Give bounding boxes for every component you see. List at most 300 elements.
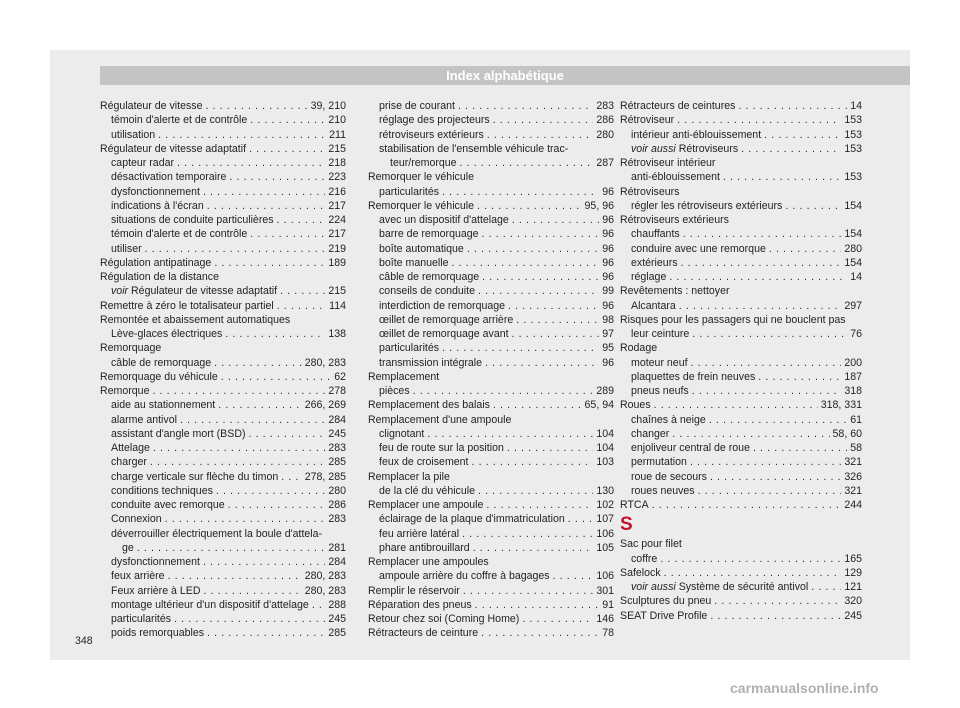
- page-reference: 61: [850, 413, 862, 426]
- dot-leader: [485, 356, 599, 370]
- index-subentry: [368, 569, 614, 583]
- dot-leader: [723, 170, 841, 184]
- entry-label: Rétroviseurs: [620, 185, 680, 198]
- page-reference: 97: [602, 328, 614, 340]
- entry-label: Revêtements : nettoyer: [620, 285, 730, 298]
- entry-label: charge verticale sur flèche du timon: [111, 470, 279, 483]
- entry-label: boîte manuelle: [379, 256, 449, 269]
- dot-leader: [811, 580, 841, 594]
- entry-label: Régulateur de vitesse adaptatif: [100, 142, 247, 155]
- entry-text: [631, 299, 676, 313]
- see-reference: voir aussi: [631, 142, 676, 155]
- dot-leader: [710, 609, 841, 623]
- index-entry: [620, 566, 862, 580]
- page-reference: 95, 96: [584, 199, 614, 212]
- entry-text: [390, 156, 457, 170]
- entry-label: changer: [631, 427, 670, 440]
- entry-text: [620, 284, 730, 298]
- dot-leader: [709, 413, 847, 427]
- page-reference: 283: [596, 100, 614, 112]
- dot-leader: [512, 213, 599, 227]
- dot-leader: [462, 527, 593, 541]
- index-subentry: [368, 427, 614, 441]
- entry-text: [631, 327, 689, 341]
- page-reference: 245: [844, 609, 862, 622]
- entry-label: rétroviseurs extérieurs: [379, 128, 484, 141]
- page-reference: 286: [328, 499, 346, 511]
- page-reference: 14: [850, 271, 862, 283]
- entry-label: réglage: [631, 271, 667, 283]
- entry-text: [631, 427, 669, 441]
- entry-text: [620, 609, 707, 623]
- index-subentry: [368, 441, 614, 455]
- dot-leader: [427, 427, 593, 441]
- entry-text: [631, 256, 678, 270]
- entry-text: [379, 227, 479, 241]
- dot-leader: [221, 370, 331, 384]
- dot-leader: [512, 327, 600, 341]
- page-reference: 284: [328, 413, 346, 426]
- entry-label: conduire avec une remorque: [631, 242, 766, 255]
- dot-leader: [714, 594, 841, 608]
- index-subentry: [620, 470, 862, 484]
- index-subentry: [100, 327, 346, 341]
- entry-label: Safelock: [620, 566, 661, 579]
- entry-label: témoin d'alerte et de contrôle: [111, 228, 248, 241]
- index-subentry: [368, 384, 614, 398]
- page-reference: 223: [328, 171, 346, 184]
- page-reference: 154: [844, 228, 862, 241]
- page-reference: 106: [596, 527, 614, 540]
- dot-leader: [481, 626, 599, 640]
- index-entry: [368, 170, 614, 184]
- entry-text: [100, 299, 274, 313]
- entry-text: [631, 441, 750, 455]
- entry-text: [111, 413, 177, 427]
- entry-text: [631, 227, 680, 241]
- entry-text: [111, 598, 309, 612]
- dot-leader: [692, 327, 847, 341]
- dot-leader: [152, 384, 325, 398]
- dot-leader: [692, 384, 842, 398]
- entry-label: Remontée et abaissement automatiques: [100, 313, 291, 326]
- dot-leader: [486, 498, 593, 512]
- dot-leader: [250, 227, 325, 241]
- entry-label: œillet de remorquage avant: [379, 328, 509, 340]
- dot-leader: [249, 142, 325, 156]
- page-reference: 217: [328, 228, 346, 241]
- index-subentry: [368, 327, 614, 341]
- entry-text: [111, 527, 322, 541]
- page-reference: 280: [596, 128, 614, 141]
- entry-label: enjoliveur central de roue: [631, 442, 750, 454]
- entry-text: [111, 113, 247, 127]
- entry-text: [620, 341, 657, 355]
- page-reference: 76: [850, 328, 862, 340]
- index-subentry: [100, 498, 346, 512]
- entry-label: Remorquer le véhicule: [368, 199, 474, 212]
- entry-text: [368, 199, 474, 213]
- page-reference: 91: [602, 598, 614, 611]
- entry-text: [368, 470, 450, 484]
- index-subentry: [368, 99, 614, 113]
- dot-leader: [478, 284, 599, 298]
- entry-label: de la clé du véhicule: [379, 484, 475, 497]
- index-subentry: [100, 113, 346, 127]
- dot-leader: [203, 185, 325, 199]
- index-entry: [620, 537, 862, 551]
- see-reference: voir aussi: [631, 581, 676, 593]
- entry-label: chaînes à neige: [631, 413, 706, 426]
- dot-leader: [216, 484, 325, 498]
- page-reference: 280: [328, 484, 346, 497]
- index-entry: [368, 555, 614, 569]
- page-reference: 318: [844, 385, 862, 397]
- entry-text: [100, 341, 161, 355]
- page-reference: 280: [844, 242, 862, 255]
- entry-label: anti-éblouissement: [631, 171, 720, 184]
- entry-text: [100, 370, 218, 384]
- index-subentry: [368, 270, 614, 284]
- index-subentry: [100, 555, 346, 569]
- entry-label: Rétroviseur intérieur: [620, 157, 716, 169]
- index-subentry: [100, 541, 346, 555]
- index-subentry: [100, 427, 346, 441]
- entry-text: [368, 170, 474, 184]
- entry-label: Connexion: [111, 513, 162, 526]
- entry-text: [620, 594, 711, 608]
- entry-label: Feux arrière à LED: [111, 584, 201, 597]
- index-subentry: [368, 213, 614, 227]
- entry-text: [631, 470, 707, 484]
- entry-label: Lève-glaces électriques: [111, 328, 223, 340]
- index-subentry: [368, 227, 614, 241]
- index-column-3: [620, 99, 862, 623]
- entry-label: avec un dispositif d'attelage: [379, 214, 509, 226]
- entry-text: [379, 284, 475, 298]
- entry-text: [111, 441, 150, 455]
- index-subentry: [620, 384, 862, 398]
- index-entry: [620, 498, 862, 512]
- entry-text: [379, 441, 504, 455]
- index-subentry: [368, 142, 614, 156]
- page-reference: 289: [596, 385, 614, 397]
- page-number: 348: [75, 635, 93, 647]
- index-subentry: [620, 413, 862, 427]
- dot-leader: [516, 313, 599, 327]
- index-subentry: [100, 213, 346, 227]
- entry-text: [620, 398, 651, 412]
- entry-text: [379, 185, 439, 199]
- entry-text: [100, 270, 219, 284]
- entry-text: [100, 142, 246, 156]
- section-letter: S: [620, 514, 633, 536]
- entry-text: [368, 612, 519, 626]
- entry-label: Sculptures du pneu: [620, 595, 712, 608]
- dot-leader: [165, 512, 326, 526]
- dot-leader: [460, 156, 594, 170]
- page-reference: 187: [844, 370, 862, 383]
- page-reference: 58: [850, 442, 862, 454]
- page-reference: 121: [844, 581, 862, 593]
- entry-label: régler les rétroviseurs extérieurs: [631, 199, 783, 212]
- index-entry: [620, 156, 862, 170]
- dot-leader: [204, 584, 302, 598]
- page-reference: 321: [844, 456, 862, 469]
- entry-text: [631, 413, 706, 427]
- entry-text: [368, 370, 439, 384]
- index-subentry: [620, 128, 862, 142]
- page-reference: 280, 283: [304, 584, 346, 597]
- entry-label: boîte automatique: [379, 242, 464, 255]
- entry-label: stabilisation de l'ensemble véhicule trac-: [379, 142, 569, 155]
- index-subentry: [368, 185, 614, 199]
- entry-label: particularités: [379, 342, 440, 355]
- dot-leader: [482, 227, 600, 241]
- dot-leader: [145, 242, 326, 256]
- page-reference: 153: [844, 114, 862, 127]
- entry-text: [631, 384, 689, 398]
- dot-leader: [225, 327, 325, 341]
- index-subentry: [100, 356, 346, 370]
- entry-text: [379, 455, 469, 469]
- entry-label: coffre: [631, 552, 658, 565]
- entry-label: capteur radar: [111, 157, 175, 169]
- entry-label: réglage des projecteurs: [379, 114, 490, 127]
- entry-label: Remplacer la pile: [368, 470, 450, 483]
- dot-leader: [280, 284, 325, 298]
- entry-label: Rétracteurs de ceinture: [368, 627, 479, 640]
- index-subentry: [100, 227, 346, 241]
- page-reference: 14: [850, 100, 862, 112]
- dot-leader: [508, 299, 599, 313]
- index-subentry: [620, 370, 862, 384]
- dot-leader: [463, 584, 593, 598]
- entry-label: câble de remorquage: [111, 356, 212, 369]
- entry-text: [379, 427, 424, 441]
- page-reference: 219: [328, 242, 346, 255]
- entry-text: [379, 142, 568, 156]
- entry-text: [631, 270, 666, 284]
- entry-label: feu arrière latéral: [379, 527, 460, 540]
- page-reference: 153: [844, 128, 862, 141]
- page-reference: 98: [602, 313, 614, 326]
- entry-text: [111, 455, 147, 469]
- entry-label: poids remorquables: [111, 627, 205, 640]
- entry-label: particularités: [111, 613, 172, 625]
- page-reference: 96: [602, 185, 614, 198]
- index-subentry: [100, 156, 346, 170]
- index-subentry: [368, 455, 614, 469]
- entry-label: intérieur anti-éblouissement: [631, 128, 762, 141]
- entry-label: Remorquer le véhicule: [368, 171, 474, 184]
- index-subentry: [368, 156, 614, 170]
- dot-leader: [218, 398, 302, 412]
- dot-leader: [207, 199, 326, 213]
- dot-leader: [482, 270, 599, 284]
- page-reference: 58, 60: [832, 427, 862, 440]
- entry-label: Remplir le réservoir: [368, 584, 460, 597]
- entry-text: [379, 270, 479, 284]
- page-reference: 99: [602, 285, 614, 298]
- entry-label: témoin d'alerte et de contrôle: [111, 114, 248, 127]
- index-entry: [620, 341, 862, 355]
- entry-text: [620, 537, 682, 551]
- entry-text: [631, 370, 755, 384]
- page-reference: 321: [844, 484, 862, 497]
- entry-label: permutation: [631, 456, 687, 469]
- page-reference: 218: [328, 157, 346, 169]
- entry-label: ampoule arrière du coffre à bagages: [379, 570, 550, 583]
- index-entry: [368, 598, 614, 612]
- dot-leader: [493, 113, 594, 127]
- dot-leader: [205, 99, 307, 113]
- entry-text: [379, 327, 509, 341]
- entry-label: phare antibrouillard: [379, 541, 470, 554]
- index-entry: [368, 498, 614, 512]
- page-reference: 138: [328, 328, 346, 340]
- page-reference: 96: [602, 271, 614, 283]
- dot-leader: [493, 398, 582, 412]
- index-subentry: [100, 413, 346, 427]
- entry-text: [111, 498, 225, 512]
- page-reference: 154: [844, 199, 862, 212]
- index-subentry: [100, 569, 346, 583]
- entry-text: [379, 113, 490, 127]
- dot-leader: [250, 113, 325, 127]
- dot-leader: [207, 626, 325, 640]
- dot-leader: [442, 185, 599, 199]
- page-reference: 130: [596, 484, 614, 497]
- index-subentry: [620, 242, 862, 256]
- page-reference: 215: [328, 142, 346, 155]
- dot-leader: [710, 470, 841, 484]
- entry-label: Régulation antipatinage: [100, 256, 212, 269]
- index-subentry: [368, 341, 614, 355]
- entry-label: déverrouiller électriquement la boule d'attela-: [111, 527, 323, 540]
- index-entry: [100, 313, 346, 327]
- page-reference: 301: [596, 584, 614, 597]
- index-subentry: [368, 484, 614, 498]
- index-subentry: [368, 527, 614, 541]
- page-reference: 96: [602, 242, 614, 255]
- index-entry: [368, 470, 614, 484]
- page-reference: 286: [596, 114, 614, 127]
- dot-leader: [413, 384, 594, 398]
- entry-text: [631, 356, 688, 370]
- index-subentry: [620, 441, 862, 455]
- entry-text: [100, 384, 149, 398]
- entry-text: [111, 484, 213, 498]
- dot-leader: [214, 356, 302, 370]
- page-reference: 165: [844, 552, 862, 565]
- dot-leader: [475, 598, 600, 612]
- entry-text: [111, 170, 226, 184]
- entry-text: [631, 199, 782, 213]
- index-entry: [100, 99, 346, 113]
- page-reference: 280, 283: [304, 570, 346, 583]
- index-entry: [368, 199, 614, 213]
- index-subentry: [620, 142, 862, 156]
- index-entry: [620, 398, 862, 412]
- entry-label: prise de courant: [379, 100, 455, 112]
- dot-leader: [472, 455, 594, 469]
- index-subentry: [100, 470, 346, 484]
- entry-label: feux arrière: [111, 570, 165, 583]
- index-subentry: [620, 199, 862, 213]
- page-reference: 105: [596, 541, 614, 554]
- entry-label: Rétroviseurs extérieurs: [620, 214, 729, 226]
- dot-leader: [203, 555, 325, 569]
- entry-text: [631, 484, 695, 498]
- entry-text: [111, 327, 222, 341]
- entry-label: moteur neuf: [631, 356, 688, 369]
- entry-label: Remplacement d'une ampoule: [368, 413, 512, 426]
- page-reference: 96: [602, 214, 614, 226]
- see-reference: voir: [111, 285, 129, 298]
- entry-label: Rodage: [620, 342, 658, 355]
- entry-label: désactivation temporaire: [111, 171, 227, 184]
- index-subentry: [100, 284, 346, 298]
- page-reference: 102: [596, 499, 614, 511]
- page-reference: 154: [844, 256, 862, 269]
- dot-leader: [741, 142, 841, 156]
- dot-leader: [568, 512, 594, 526]
- entry-text: [111, 356, 211, 370]
- entry-text: [111, 470, 278, 484]
- page-reference: 95: [602, 342, 614, 355]
- entry-text: [620, 313, 846, 327]
- entry-text: [631, 455, 687, 469]
- entry-label: Risques pour les passagers qui ne bouclent pas: [620, 313, 846, 326]
- watermark: carmanualsonline.info: [730, 680, 879, 696]
- entry-text: [379, 356, 482, 370]
- entry-label: Remettre à zéro le totalisateur partiel: [100, 299, 274, 312]
- dot-leader: [664, 566, 842, 580]
- index-entry: [100, 341, 346, 355]
- page-reference: 96: [602, 356, 614, 369]
- index-subentry: [620, 170, 862, 184]
- entry-text: [122, 541, 134, 555]
- index-subentry: [368, 284, 614, 298]
- index-subentry: [100, 398, 346, 412]
- index-entry: [100, 256, 346, 270]
- index-subentry: [100, 484, 346, 498]
- dot-leader: [677, 113, 841, 127]
- index-subentry: [100, 584, 346, 598]
- dot-leader: [249, 427, 326, 441]
- dot-leader: [174, 612, 325, 626]
- index-subentry: [620, 299, 862, 313]
- entry-text: [631, 170, 720, 184]
- page-reference: 114: [329, 299, 346, 312]
- dot-leader: [458, 99, 593, 113]
- page-title: Index alphabétique: [446, 68, 564, 83]
- entry-text: [111, 584, 201, 598]
- entry-text: [379, 541, 470, 555]
- dot-leader: [277, 213, 326, 227]
- page-reference: 153: [844, 171, 862, 184]
- entry-text: [620, 566, 661, 580]
- entry-label: Réparation des pneus: [368, 598, 472, 611]
- page-reference: 96: [602, 256, 614, 269]
- page-reference: 103: [596, 456, 614, 469]
- page-reference: 217: [328, 199, 346, 212]
- entry-text: [631, 242, 766, 256]
- index-subentry: [620, 327, 862, 341]
- entry-label: pneus neufs: [631, 385, 689, 397]
- entry-text: [379, 313, 513, 327]
